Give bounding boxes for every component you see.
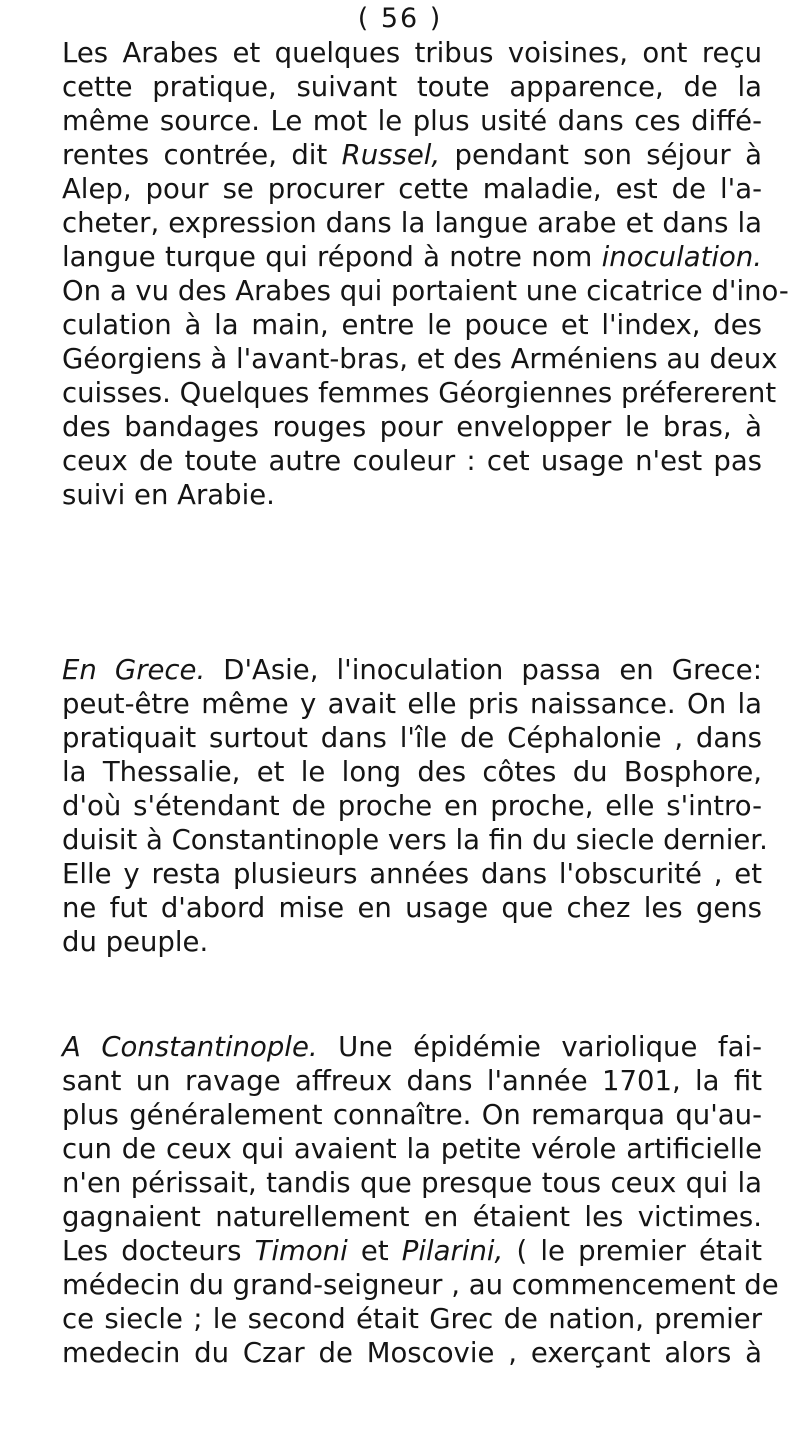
- text-line: n'en périssait, tandis que presque tous ceux qui la: [62, 1167, 762, 1199]
- text-line: medecin du Czar de Moscovie , exerçant alors à: [62, 1337, 762, 1369]
- text-line: On a vu des Arabes qui portaient une cicatrice d'ino-: [62, 275, 789, 307]
- text-line: peut-être même y avait elle pris naissance. On la: [62, 688, 762, 720]
- text-line: En Grece. D'Asie, l'inoculation passa en Grece:: [62, 654, 762, 686]
- text-line: plus généralement connaître. On remarqua qu'au-: [62, 1099, 762, 1131]
- text-line: Les docteurs Timoni et Pilarini, ( le premier était: [62, 1235, 762, 1267]
- paragraph-arabes: [62, 36, 789, 512]
- text-line: Géorgiens à l'avant-bras, et des Arméniens au deux: [62, 343, 778, 375]
- text-line: même source. Le mot le plus usité dans ces diffé-: [62, 105, 762, 137]
- text-line: médecin du grand-seigneur , au commencement de: [62, 1269, 779, 1301]
- paragraph-grece: [62, 653, 768, 959]
- text-line: Alep, pour se procurer cette maladie, est de l'a-: [62, 173, 762, 205]
- text-line: des bandages rouges pour envelopper le bras, à: [62, 411, 762, 443]
- text-line: A Constantinople. Une épidémie variolique fai-: [62, 1031, 762, 1063]
- text-line: ceux de toute autre couleur : cet usage n'est pas: [62, 445, 762, 477]
- text-line: cheter, expression dans la langue arabe et dans la: [62, 207, 762, 239]
- text-line: suivi en Arabie.: [62, 479, 275, 511]
- page-number: ( 56 ): [357, 3, 443, 34]
- italic-term: Pilarini,: [401, 1235, 504, 1267]
- text-line: ne fut d'abord mise en usage que chez les gens: [62, 892, 762, 924]
- text-line: la Thessalie, et le long des côtes du Bosphore,: [62, 756, 762, 788]
- text-line: du peuple.: [62, 926, 209, 958]
- text-line: duisit à Constantinople vers la fin du siecle dernier.: [62, 824, 768, 856]
- text-line: cun de ceux qui avaient la petite vérole artificielle: [62, 1133, 762, 1165]
- text-line: d'où s'étendant de proche en proche, elle s'intro-: [62, 790, 762, 822]
- paragraph-constantinople: [62, 1030, 779, 1370]
- italic-term: inoculation.: [601, 241, 762, 273]
- text-line: gagnaient naturellement en étaient les victimes.: [62, 1201, 762, 1233]
- text-line: Les Arabes et quelques tribus voisines, ont reçu: [62, 37, 762, 69]
- text-line: sant un ravage affreux dans l'année 1701, la fit: [62, 1065, 762, 1097]
- italic-term: En Grece.: [62, 654, 206, 686]
- text-line: langue turque qui répond à notre nom inoculation.: [62, 241, 762, 273]
- text-line: cuisses. Quelques femmes Géorgiennes préfererent: [62, 377, 777, 409]
- text-line: ce siecle ; le second était Grec de nation, premier: [62, 1303, 762, 1335]
- text-line: culation à la main, entre le pouce et l'index, des: [62, 309, 762, 341]
- italic-term: A Constantinople.: [62, 1031, 318, 1063]
- italic-term: Timoni: [254, 1235, 348, 1267]
- italic-term: Russel,: [341, 139, 441, 171]
- text-line: cette pratique, suivant toute apparence, de la: [62, 71, 762, 103]
- text-line: pratiquait surtout dans l'île de Céphalonie , dans: [62, 722, 762, 754]
- text-line: rentes contrée, dit Russel, pendant son séjour à: [62, 139, 762, 171]
- text-line: Elle y resta plusieurs années dans l'obscurité , et: [62, 858, 762, 890]
